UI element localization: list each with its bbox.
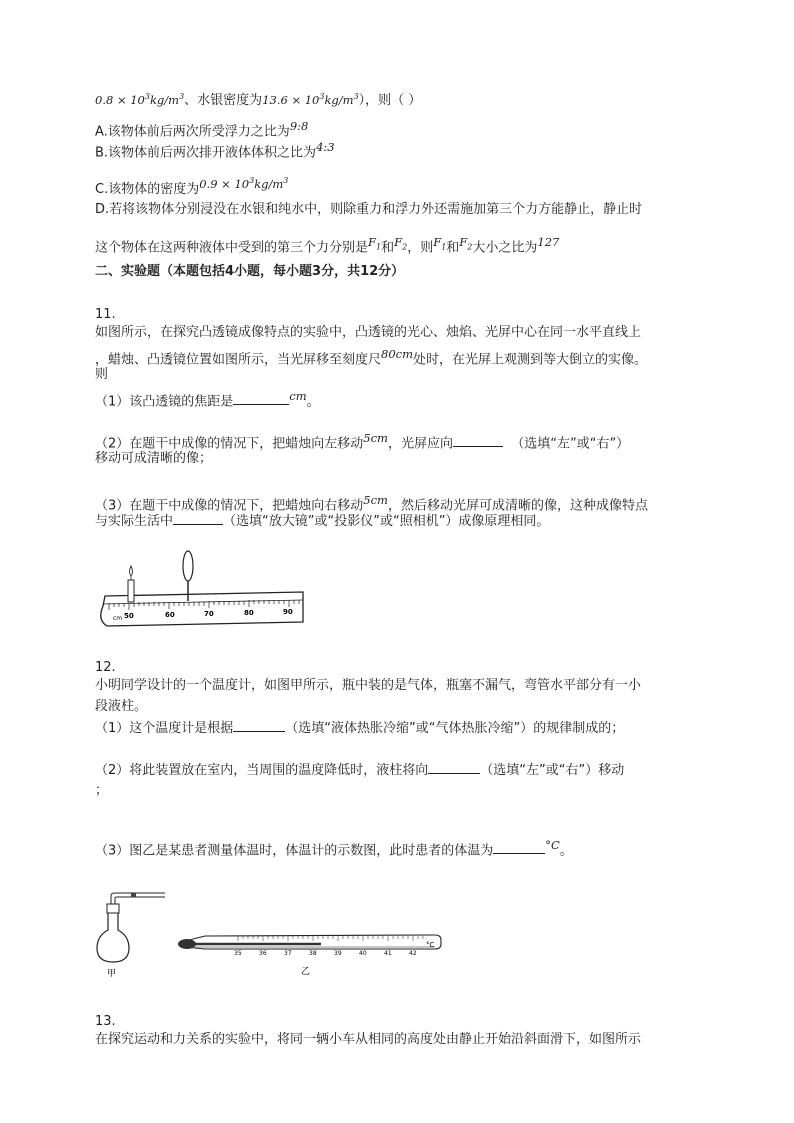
ruler-label-60: 60 — [165, 611, 175, 619]
answer-blank[interactable] — [428, 761, 480, 774]
q11-number: 11. — [95, 307, 116, 322]
q11-part3-line2: 与实际生活中 （选填“放大镜”或“投影仪”或“照相机”）成像原理相同。 — [95, 514, 550, 529]
q12-number: 12. — [95, 660, 116, 675]
convex-lens — [183, 551, 193, 601]
q12-part1: （1）这个温度计是根据 （选填“液体热胀冷缩”或“气体热胀冷缩”）的规律制成的； — [95, 721, 625, 736]
q10-option-d-line2: 这个物体在这两种液体中受到的第三个力分别是$^{F_1}$和$^{F_2}$，则$^{F_1}$和$^{F_2}$大小之比为$^{127}$ — [95, 235, 560, 256]
ruler-unit-label: cm — [113, 615, 123, 622]
q13-stem-line1: 在探究运动和力关系的实验中，将同一辆小车从相同的高度处由静止开始沿斜面滑下，如图所示 — [95, 1032, 642, 1047]
optical-bench-figure — [95, 548, 310, 633]
q11-stem-line1: 如图所示，在探究凸透镜成像特点的实验中，凸透镜的光心、烛焰、光屏中心在同一水平直线上 — [95, 325, 642, 340]
q12-part2-line2: ； — [95, 783, 109, 798]
thermo-label-36: 36 — [259, 950, 267, 957]
thermo-label-39: 39 — [334, 950, 342, 957]
q10-option-d-line1: D.若将该物体分别浸没在水银和纯水中，则除重力和浮力外还需施加第三个力方能静止，静止时 — [95, 202, 643, 217]
thermo-unit-label: °C — [426, 941, 435, 949]
q12-part3: （3）图乙是某患者测量体温时，体温计的示数图，此时患者的体温为 $^{^\circ C}$。 — [95, 838, 573, 859]
thermo-label-42: 42 — [409, 950, 417, 957]
answer-blank[interactable] — [233, 719, 285, 732]
q10-option-c: C.该物体的密度为$^{0.9 \times 10^3kg/m^3}$ — [95, 176, 289, 198]
thermo-label-37: 37 — [284, 950, 292, 957]
ruler-label-50: 50 — [124, 612, 134, 620]
q11-part2-line1: （2）在题干中成像的情况下，把蜡烛向左移动$^{5cm}$，光屏应向 （选填“左”或“右”） — [95, 431, 630, 452]
answer-blank[interactable] — [493, 841, 545, 854]
clinical-thermometer — [178, 935, 441, 957]
q10-option-a: A.该物体前后两次所受浮力之比为$^{9:8}$ — [95, 119, 309, 140]
ruler-label-90: 90 — [283, 608, 293, 616]
q11-part3-line1: （3）在题干中成像的情况下，把蜡烛向右移动$^{5cm}$，然后移动光屏可成清晰的像，这种成像特点 — [95, 493, 648, 514]
q10-option-b: B.该物体前后两次排开液体体积之比为$^{4:3}$ — [95, 140, 335, 161]
figure-label-jia: 甲 — [107, 969, 117, 979]
thermo-label-35: 35 — [234, 950, 242, 957]
thermo-label-41: 41 — [384, 950, 392, 957]
q12-part2-line1: （2）将此装置放在室内，当周围的温度降低时，液柱将向 （选填“左”或“右”）移动 — [95, 763, 625, 778]
q11-stem-line2: ，蜡烛、凸透镜位置如图所示，当光屏移至刻度尺$^{80cm}$处时，在光屏上观测到等大倒立的实像。 — [95, 347, 648, 368]
thermo-label-38: 38 — [309, 950, 317, 957]
answer-blank[interactable] — [453, 434, 503, 447]
thermo-label-40: 40 — [359, 950, 367, 957]
answer-blank[interactable] — [173, 512, 223, 525]
q10-line1: $0.8 \times 10^3kg/m^3$、水银密度为$13.6 \times 10^3kg/m^3$），则（ ） — [95, 92, 422, 108]
q10-density-oil: $0.8 \times 10^3kg/m^3$ — [95, 92, 185, 107]
q12-stem-line2: 段液柱。 — [95, 699, 148, 714]
thermometer-figure — [95, 888, 455, 983]
q13-number: 13. — [95, 1014, 116, 1029]
candle — [128, 566, 134, 602]
q11-part1: （1）该凸透镜的焦距是 $^{cm}$。 — [95, 389, 320, 410]
figure-label-yi: 乙 — [301, 967, 311, 977]
section-title: 二、实验题（本题包括4小题，每小题3分，共12分） — [95, 264, 405, 279]
q12-stem-line1: 小明同学设计的一个温度计，如图甲所示，瓶中装的是气体，瓶塞不漏气，弯管水平部分有一小 — [95, 678, 642, 693]
q11-part2-line2: 移动可成清晰的像； — [95, 451, 213, 466]
flask-thermometer — [97, 893, 165, 962]
q10-density-mercury: $13.6 \times 10^3kg/m^3$ — [262, 92, 359, 107]
ruler-label-80: 80 — [244, 609, 254, 617]
q11-stem-line3: 则 — [95, 367, 109, 382]
answer-blank[interactable] — [233, 392, 289, 405]
ruler-label-70: 70 — [204, 610, 214, 618]
